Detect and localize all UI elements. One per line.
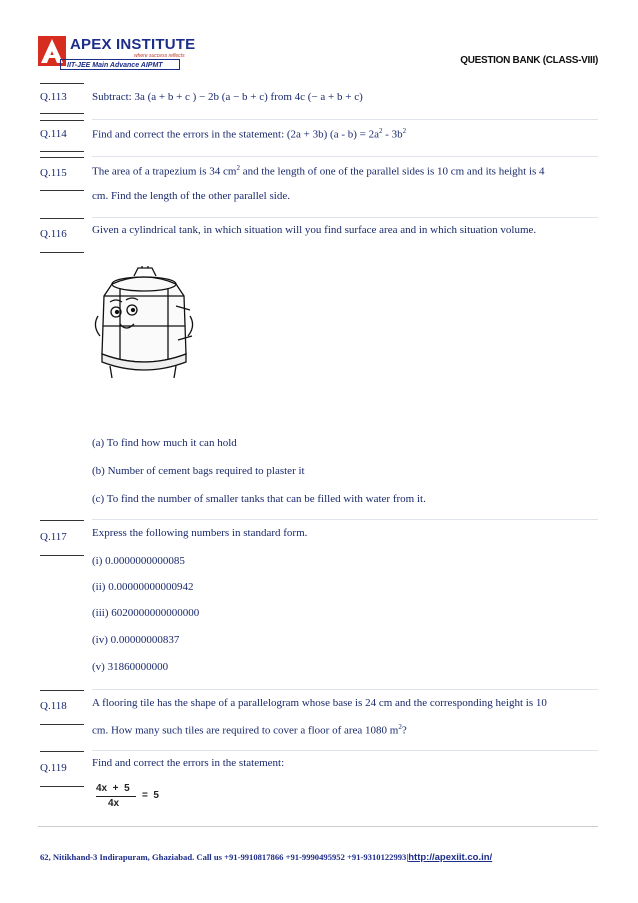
question-number: Q.119 — [40, 762, 67, 774]
question-number: Q.115 — [40, 167, 67, 179]
question-text-line-2: cm. How many such tiles are required to cover a floor of area 1080 $m^2$? — [92, 723, 407, 737]
question-number: Q.113 — [40, 91, 67, 103]
option-b: (b) Number of cement bags required to plaster it — [92, 465, 305, 477]
page-footer — [40, 852, 492, 863]
question-text: Given a cylindrical tank, in which situation will you find surface area and in which situation volume. — [92, 224, 537, 236]
option-a: (a) To find how much it can hold — [92, 437, 237, 449]
question-text: Express the following numbers in standard form. — [92, 527, 308, 539]
logo-title: APEX INSTITUTE — [70, 36, 196, 53]
question-number: Q.117 — [40, 531, 67, 543]
page-title: QUESTION BANK (CLASS-VIII) — [460, 55, 598, 66]
question-text: Find and correct the errors in the statement: (2a + 3b) $(a - b) = 2a^2 - 3b^2$ — [92, 127, 407, 141]
fraction-formula — [96, 783, 176, 813]
apex-logo — [38, 36, 196, 78]
option-iv: (iv) 0.00000000837 — [92, 634, 180, 646]
fraction-bar — [96, 796, 136, 797]
footer-address: 62, Nitikhand-3 Indirapuram, Ghaziabad. Call us +91-9910817866 +91-9990495952 +91-9310122993| — [40, 852, 409, 862]
question-text: Find and correct the errors in the statement: — [92, 757, 285, 769]
option-c: (c) To find the number of smaller tanks that can be filled with water from it. — [92, 493, 426, 505]
question-text-line-1: A flooring tile has the shape of a parallelogram whose base is 24 cm and the corresponding height is 10 — [92, 697, 547, 709]
question-text-line-1: The area of a trapezium is 34 $cm^2$ and the length of one of the parallel sides is 10 cm and its height is 4 — [92, 164, 545, 178]
question-text-line-2: cm. Find the length of the other parallel side. — [92, 190, 290, 202]
question-number: Q.116 — [40, 228, 67, 240]
question-number: Q.118 — [40, 700, 67, 712]
footer-website-link[interactable]: http://apexiit.co.in/ — [408, 852, 493, 863]
option-i: (i) 0.0000000000085 — [92, 555, 185, 567]
logo-tagline: where success reflects — [134, 53, 185, 59]
cartoon-tank-illustration — [90, 266, 198, 384]
option-iii: (iii) 6020000000000000 — [92, 607, 200, 619]
formula-rhs: = 5 — [142, 790, 159, 801]
formula-numerator: 4x + 5 — [96, 783, 130, 794]
logo-subtitle: IIT-JEE Main Advance AIPMT — [60, 59, 180, 70]
question-text: Subtract: 3a (a + b + c ) − 2b (a − b + c) from 4c (− a + b + c) — [92, 91, 363, 103]
page-header — [0, 0, 638, 80]
formula-denominator: 4x — [108, 798, 120, 809]
option-v: (v) 31860000000 — [92, 661, 169, 673]
question-number: Q.114 — [40, 128, 67, 140]
footer-divider — [38, 826, 598, 827]
option-ii: (ii) 0.00000000000942 — [92, 581, 194, 593]
